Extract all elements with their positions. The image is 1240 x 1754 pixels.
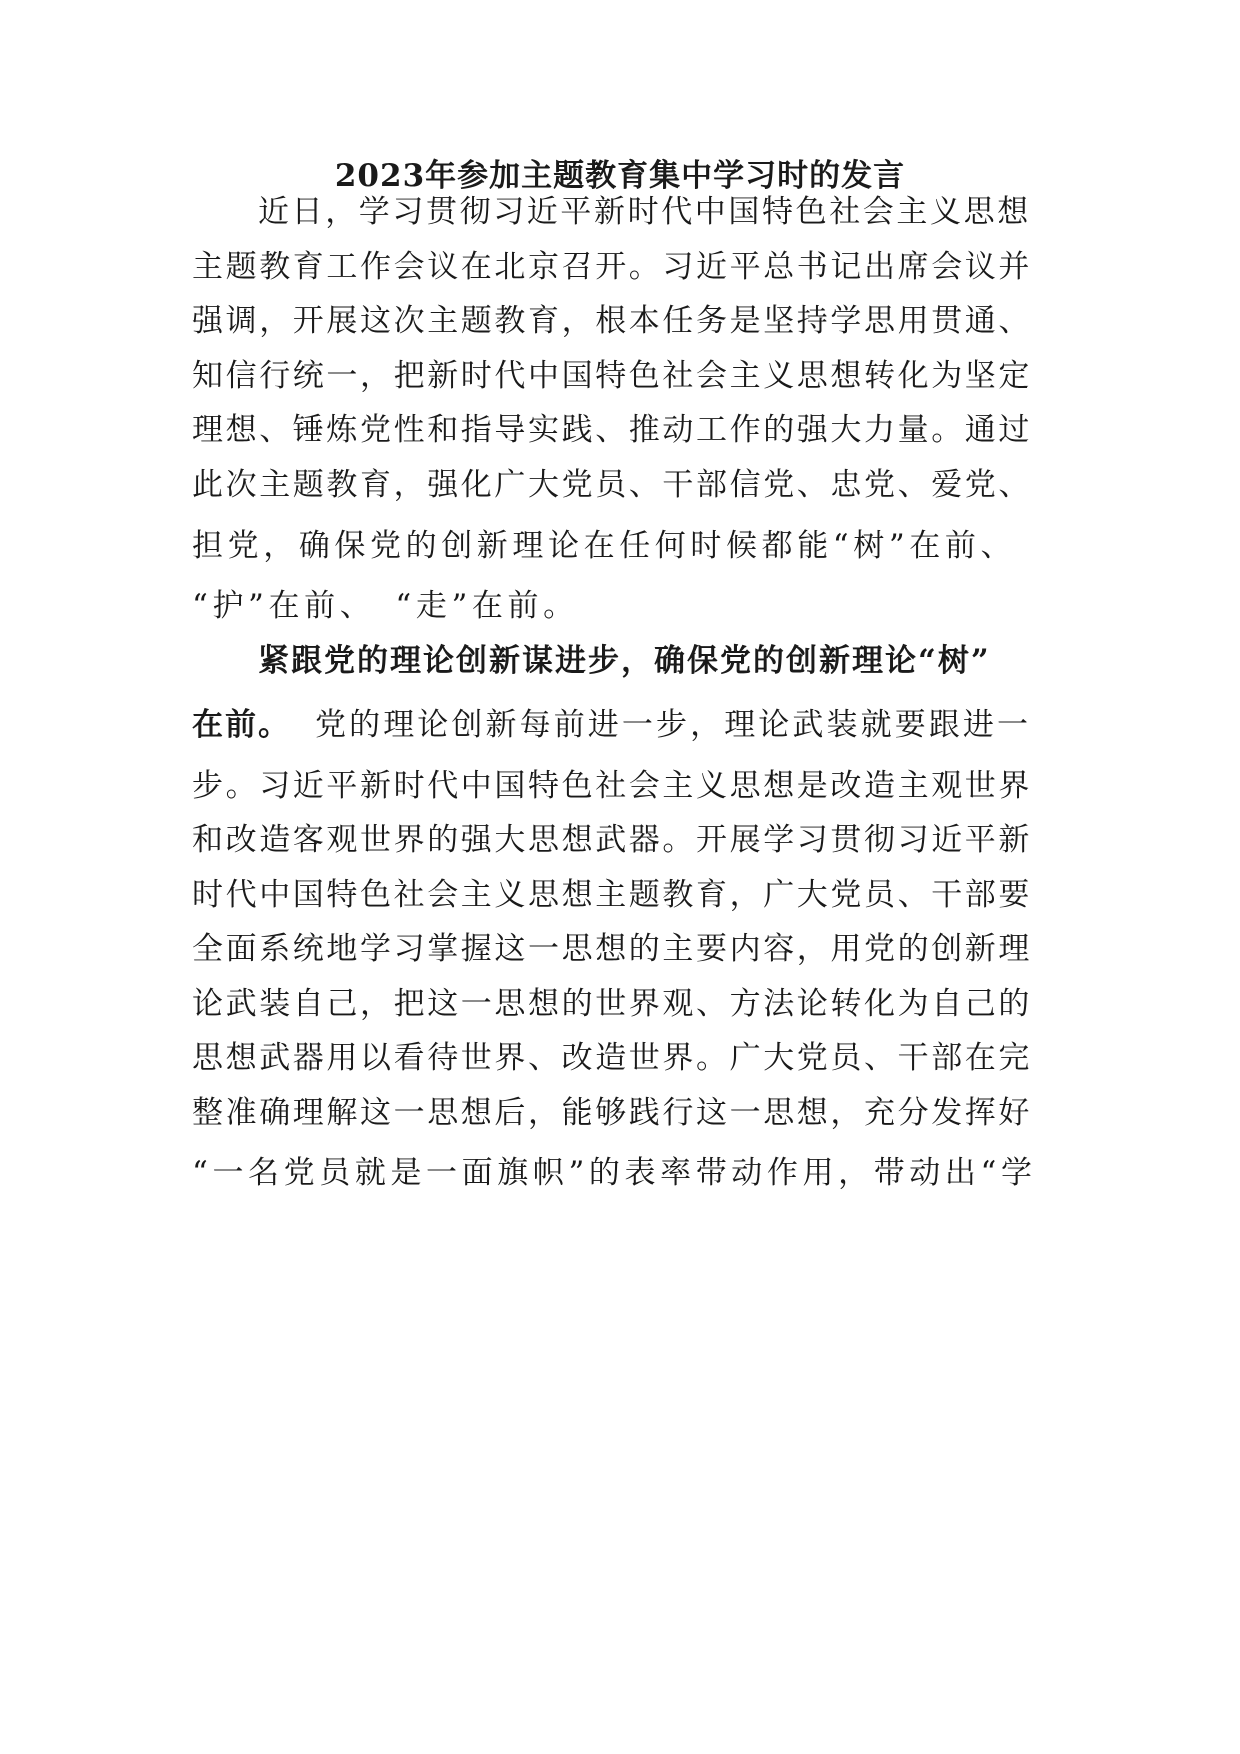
- paragraph-line: 整准确理解这一思想后，能够践行这一思想，充分发挥好: [192, 1095, 1032, 1131]
- paragraph-line: 论武装自己，把这一思想的世界观、方法论转化为自己的: [192, 986, 1032, 1022]
- section-first-line: [192, 701, 1031, 749]
- paragraph-line: 此次主题教育，强化广大党员、干部信党、忠党、爱党、: [192, 467, 1032, 503]
- paragraph-line: “一名党员就是一面旗帜”的表率带动作用，带动出“学: [192, 1155, 1037, 1191]
- paragraph-text: 党的理论创新每前进一步，理论武装就要跟进一: [315, 707, 1032, 743]
- paragraph-line: 近日，学习贯彻习近平新时代中国特色社会主义思想: [258, 194, 1031, 230]
- paragraph-line: 担党，确保党的创新理论在任何时候都能“树”在前、: [192, 528, 1017, 564]
- paragraph-line: 理想、锤炼党性和指导实践、推动工作的强大力量。通过: [192, 412, 1032, 448]
- paragraph-line: “护”在前、 “走”在前。: [192, 588, 579, 624]
- section-heading-end: 在前。: [192, 707, 291, 743]
- paragraph-line: 步。习近平新时代中国特色社会主义思想是改造主观世界: [192, 768, 1032, 804]
- paragraph-line: 主题教育工作会议在北京召开。习近平总书记出席会议并: [192, 249, 1032, 285]
- paragraph-line: 思想武器用以看待世界、改造世界。广大党员、干部在完: [192, 1040, 1032, 1076]
- paragraph-line: 时代中国特色社会主义思想主题教育，广大党员、干部要: [192, 877, 1032, 913]
- paragraph-line: 知信行统一，把新时代中国特色社会主义思想转化为坚定: [192, 358, 1032, 394]
- paragraph-line: 全面系统地学习掌握这一思想的主要内容，用党的创新理: [192, 931, 1032, 967]
- section-heading: 紧跟党的理论创新谋进步，确保党的创新理论“树”: [258, 643, 991, 679]
- paragraph-line: 强调，开展这次主题教育，根本任务是坚持学思用贯通、: [192, 303, 1032, 339]
- paragraph-line: 和改造客观世界的强大思想武器。开展学习贯彻习近平新: [192, 822, 1032, 858]
- document-title: 2023年参加主题教育集中学习时的发言: [334, 158, 906, 194]
